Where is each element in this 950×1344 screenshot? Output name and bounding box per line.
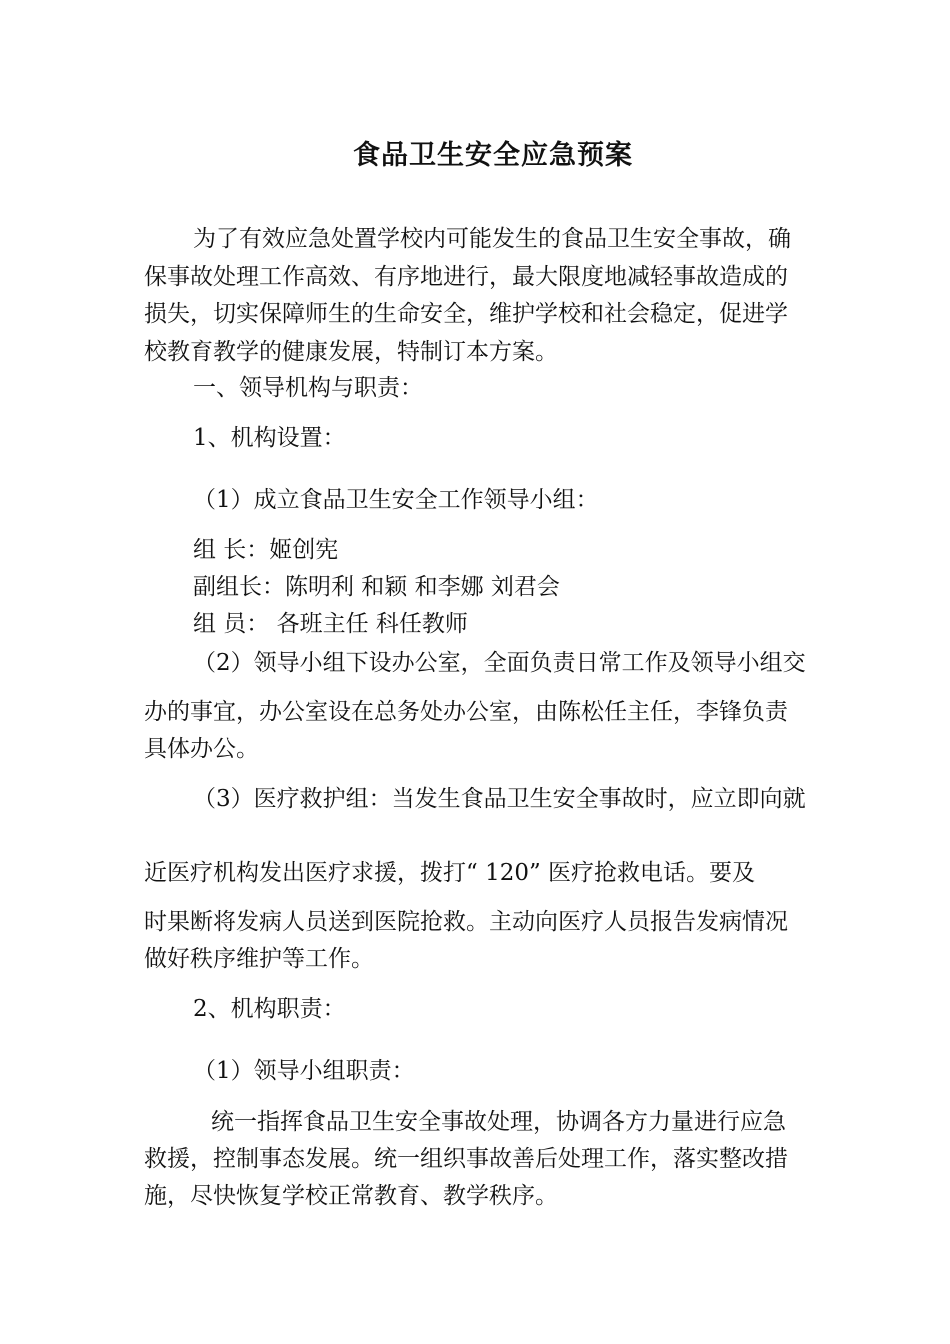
paragraph-line: 施，尽快恢复学校正常教育、教学秩序。 (144, 1183, 558, 1209)
member-line: 副组长：陈明利 和颖 和李娜 刘君会 (193, 574, 560, 600)
paragraph-line: 做好秩序维护等工作。 (144, 946, 374, 972)
document-title: 食品卫生安全应急预案 (353, 140, 633, 171)
paragraph-line: 为了有效应急处置学校内可能发生的食品卫生安全事故，确 (193, 226, 791, 252)
paragraph-line: 统一指挥食品卫生安全事故处理，协调各方力量进行应急 (211, 1109, 786, 1135)
paragraph-line: 办的事宜，办公室设在总务处办公室，由陈松任主任，李锋负责 (144, 699, 788, 725)
member-line: 组 长：姬创宪 (193, 537, 339, 563)
paragraph-line: 校教育教学的健康发展，特制订本方案。 (144, 339, 558, 365)
item-heading: （1）成立食品卫生安全工作领导小组： (193, 487, 599, 513)
paragraph-line: （2）领导小组下设办公室，全面负责日常工作及领导小组交 (193, 650, 806, 676)
paragraph-line: 保事故处理工作高效、有序地进行，最大限度地减轻事故造成的 (144, 264, 788, 290)
member-line: 组 员： 各班主任 科任教师 (193, 611, 468, 637)
paragraph-line: 近医疗机构发出医疗求援，拨打“ 120” 医疗抢救电话。要及 (144, 860, 756, 886)
item-heading: （1）领导小组职责： (193, 1058, 415, 1084)
section-heading: 一、领导机构与职责： (193, 375, 423, 401)
paragraph-line: 具体办公。 (144, 736, 259, 762)
paragraph-line: 损失，切实保障师生的生命安全，维护学校和社会稳定，促进学 (144, 301, 788, 327)
subsection-heading: 1、机构设置： (193, 425, 346, 451)
paragraph-line: 救援，控制事态发展。统一组织事故善后处理工作，落实整改措 (144, 1146, 788, 1172)
paragraph-line: 时果断将发病人员送到医院抢救。主动向医疗人员报告发病情况 (144, 909, 788, 935)
subsection-heading: 2、机构职责： (193, 996, 346, 1022)
paragraph-line: （3）医疗救护组：当发生食品卫生安全事故时，应立即向就 (193, 786, 806, 812)
